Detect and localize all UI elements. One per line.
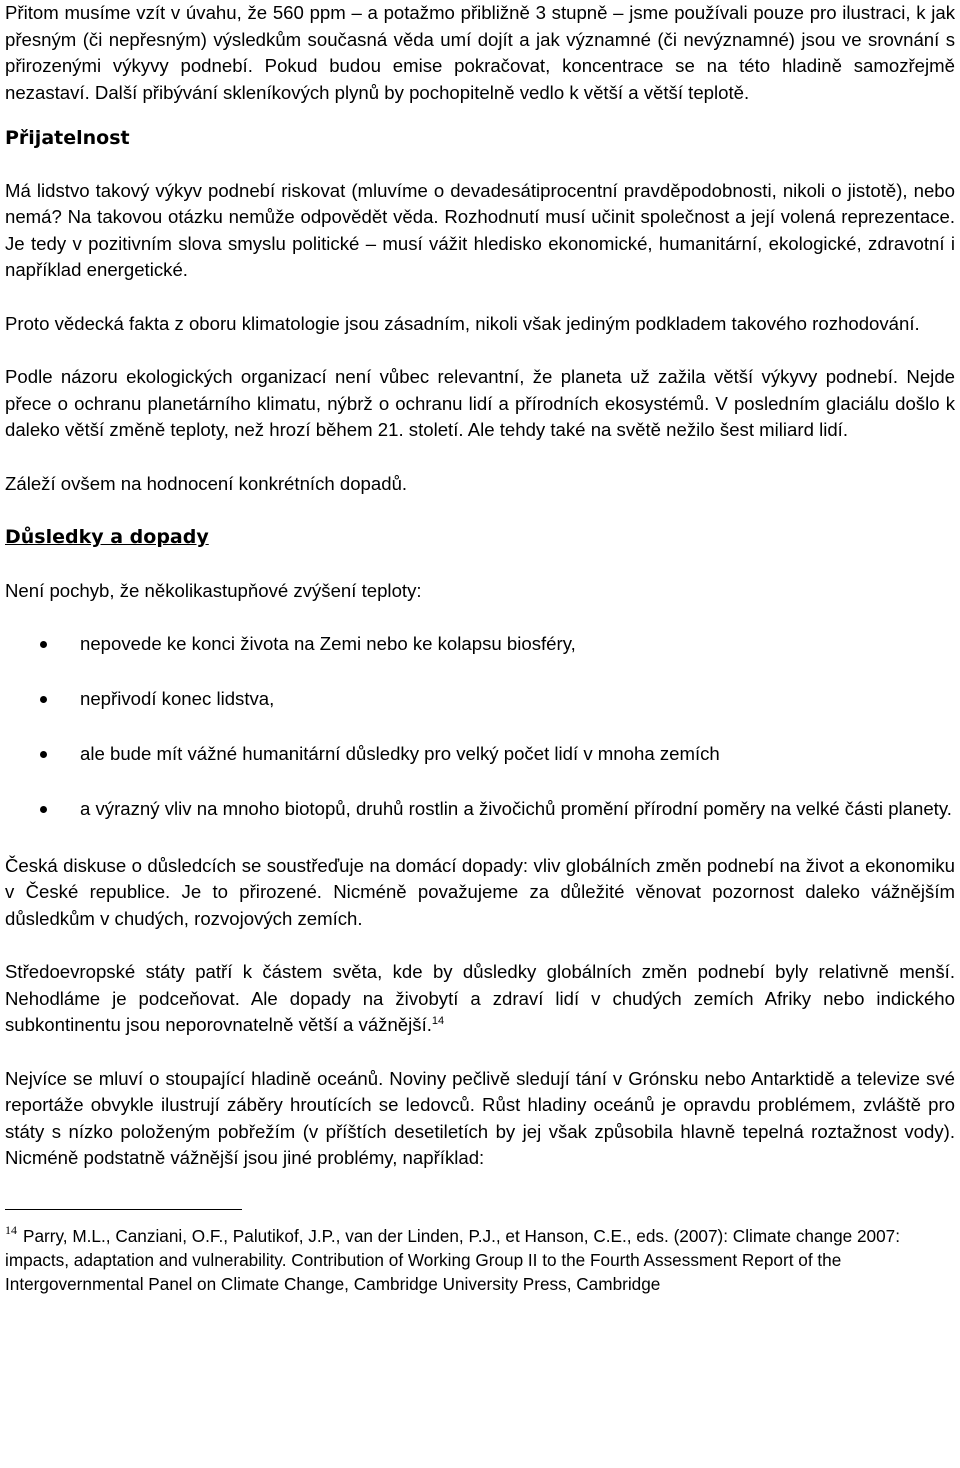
bullet-icon [40,806,47,813]
list-item-text: nepovede ke konci života na Zemi nebo ke kolapsu biosféry, [80,633,576,654]
paragraph-scientific-facts: Proto vědecká fakta z oboru klimatologie jsou zásadním, nikoli však jediným podkladem takového rozhodování. [5,312,920,334]
paragraph-central-europe [5,959,955,1039]
footnote-number: 14 [5,1222,17,1237]
footnote-reference[interactable]: 14 [431,1014,445,1027]
paragraph-sea-level: Nejvíce se mluví o stoupající hladině oceánů. Noviny pečlivě sledují tání v Grónsku nebo Antarktidě a televize své reportáže obvykle ilustrují záběry hroutících se ledovců. Růst hladiny oceánů je opravdu problémem, zvláště pro státy s nízko položeným pobřežím (v příštích desetiletích by jej však způsobila hlavně tepelná roztažnost vody). Nicméně podstatně vážnější jsou jiné problémy, například: [5,1067,955,1168]
list-item [5,686,955,713]
consequences-list [5,631,955,823]
paragraph-impact-assessment: Záleží ovšem na hodnocení konkrétních dopadů. [5,472,408,494]
list-item-text: nepřivodí konec lidstva, [80,688,275,709]
paragraph-central-europe-text: Středoevropské státy patří k částem světa, kde by důsledky globálních změn podnebí byly relativně menší. Nehodláme je podceňovat. Ale dopady na živobytí a zdraví lidí v chudých zemích Afriky nebo indického subkontinentu jsou neporovnatelně větší a vážnější. [5,961,955,1035]
paragraph-czech-discussion: Česká diskuse o důsledcích se soustřeďuje na domácí dopady: vliv globálních změn podnebí na život a ekonomiku v České republice. Je to přirozené. Nicméně považujeme za důležité věnovat pozornost daleko vážnějším důsledkům v chudých, rozvojových zemích. [5,854,955,929]
list-item-text: ale bude mít vážné humanitární důsledky pro velký počet lidí v mnoha zemích [80,743,720,764]
list-item-text: a výrazný vliv na mnoho biotopů, druhů rostlin a živočichů promění přírodní poměry na velké části planety. [80,798,952,819]
list-item [5,796,955,823]
section-heading-prijatelnost: Přijatelnost [5,127,130,149]
bullet-icon [40,751,47,758]
intro-paragraph: Přitom musíme vzít v úvahu, že 560 ppm – a potažmo přibližně 3 stupně – jsme používali pouze pro ilustraci, k jak přesným (či nepřesným) výsledkům současná věda umí dojít a jak významné (či nevýznamné) jsou ve srovnání s přirozenými výkyvy podnebí. Pokud budou emise pokračovat, koncentrace se na této hladině samozřejmě nezastaví. Další přibývání skleníkových plynů by pochopitelně vedlo k větší a větší teplotě. [5,2,955,103]
paragraph-ecological-organizations: Podle názoru ekologických organizací není vůbec relevantní, že planeta už zažila větší výkyvy podnebí. Nejde přece o ochranu planetárního klimatu, nýbrž o ochranu lidí a přírodních ekosystémů. V posledním glaciálu došlo k daleko větší změně teploty, než hrozí během 21. století. Ale tehdy také na světě nežilo šest miliard lidí. [5,366,955,440]
footnote-text: Parry, M.L., Canziani, O.F., Palutikof, J.P., van der Linden, P.J., et Hanson, C.E., eds. (2007): Climate change 2007: impacts, adaptation and vulnerability. Contribution of Working Group II to the Fourth Assessment Report of the Intergovernmental Panel on Climate Change, Cambridge University Press, Cambridge [5,1225,901,1294]
paragraph-risk-question: Má lidstvo takový výkyv podnebí riskovat (mluvíme o devadesátiprocentní pravděpodobnosti, nikoli o jistotě), nebo nemá? Na takovou otázku nemůže odpovědět věda. Rozhodnutí musí učinit společnost a její volená reprezentace. Je tedy v pozitivním slova smyslu politické – musí vážit hledisko ekonomické, humanitární, ekologické, zdravotní i například energetické. [5,179,955,280]
paragraph-list-lead: Není pochyb, že několikastupňové zvýšení teploty: [5,579,422,601]
section-heading-dusledky: Důsledky a dopady [5,526,209,548]
bullet-icon [40,641,47,648]
document-page [5,0,955,1296]
list-item [5,631,955,658]
bullet-icon [40,696,47,703]
footnote [5,1224,955,1296]
footnote-separator [5,1209,242,1210]
list-item [5,741,955,768]
